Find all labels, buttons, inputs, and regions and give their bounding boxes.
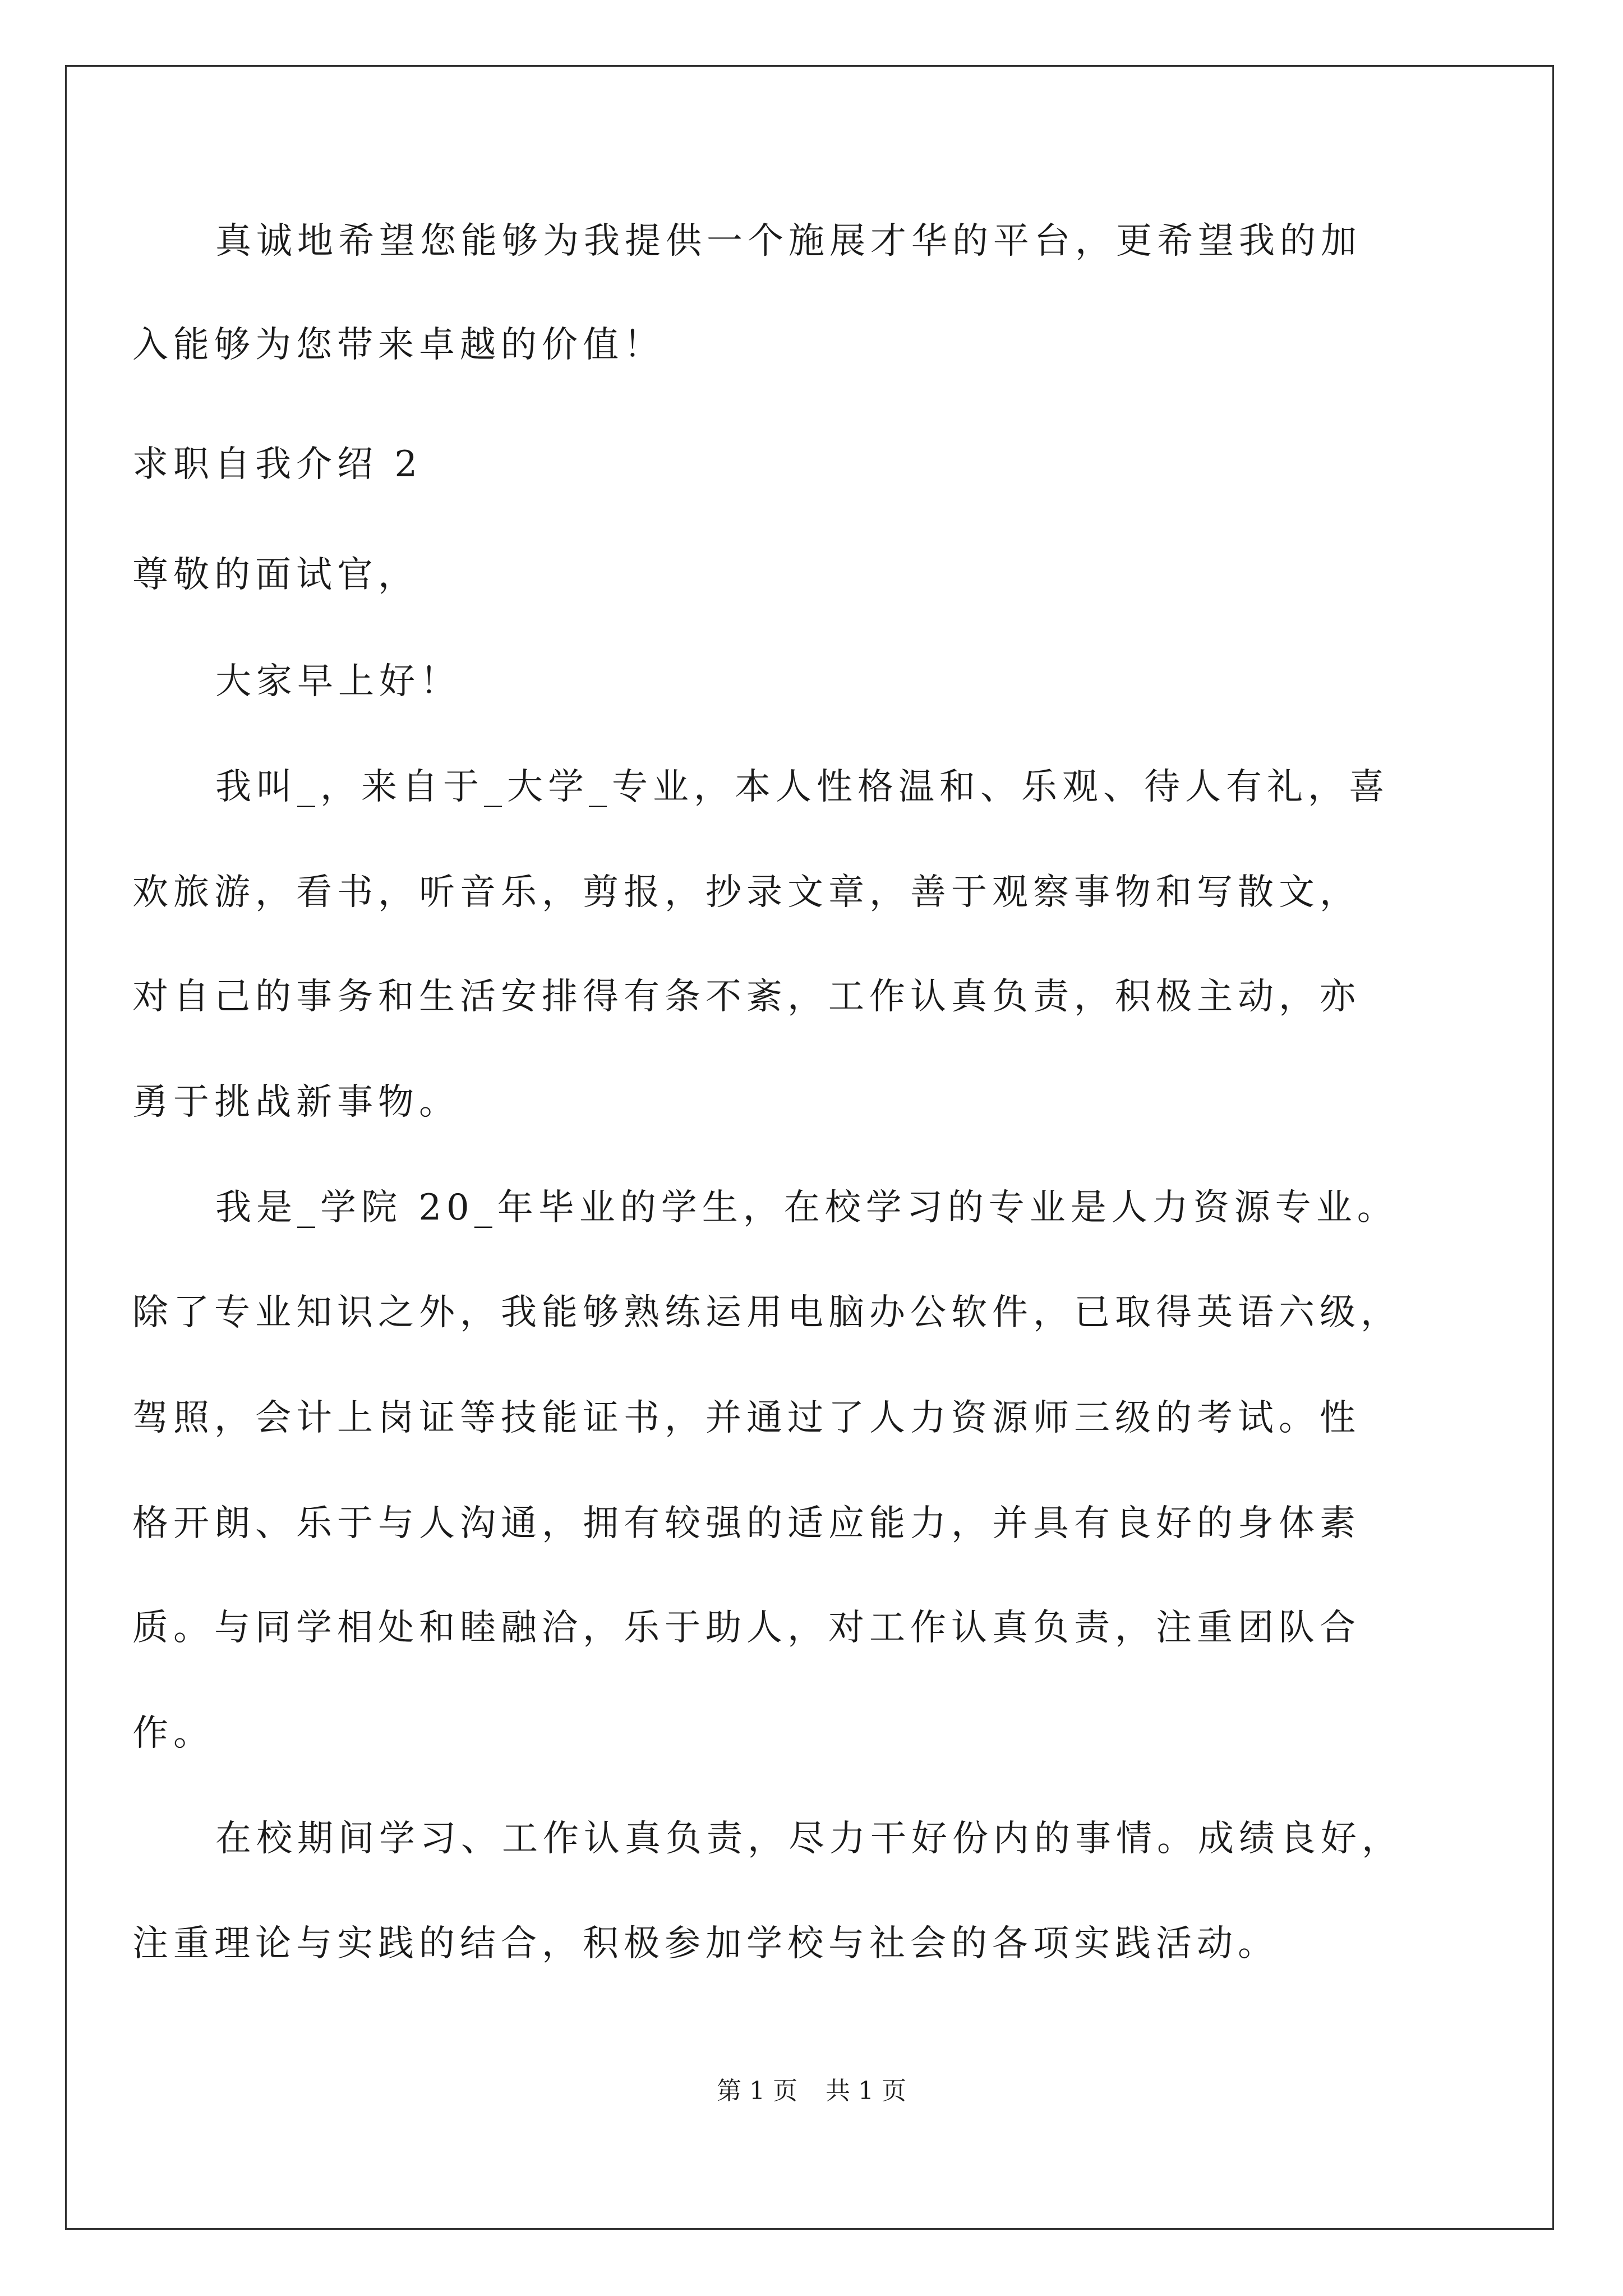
paragraph-line: 格开朗、乐于与人沟通，拥有较强的适应能力，并具有良好的身体素 bbox=[132, 1503, 1361, 1544]
paragraph-line: 注重理论与实践的结合，积极参加学校与社会的各项实践活动。 bbox=[132, 1923, 1279, 1964]
paragraph-line: 入能够为您带来卓越的价值！ bbox=[132, 324, 665, 366]
paragraph-line: 作。 bbox=[132, 1713, 214, 1754]
paragraph-line: 欢旅游，看书，听音乐，剪报，抄录文章，善于观察事物和写散文， bbox=[132, 872, 1361, 913]
paragraph-line: 对自己的事务和生活安排得有条不紊，工作认真负责，积极主动，亦 bbox=[132, 976, 1361, 1018]
paragraph-line: 质。与同学相处和睦融洽，乐于助人，对工作认真负责，注重团队合 bbox=[132, 1607, 1361, 1649]
salutation: 尊敬的面试官， bbox=[132, 554, 419, 596]
paragraph-line: 真诚地希望您能够为我提供一个施展才华的平台，更希望我的加 bbox=[215, 220, 1362, 262]
page-frame bbox=[65, 65, 1554, 2230]
section-heading: 求职自我介绍 2 bbox=[132, 444, 423, 485]
paragraph-line: 我是_学院 20_年毕业的学生，在校学习的专业是人力资源专业。 bbox=[215, 1187, 1398, 1228]
paragraph-line: 在校期间学习、工作认真负责，尽力干好份内的事情。成绩良好， bbox=[215, 1818, 1403, 1860]
page-total: 共 1 页 bbox=[826, 2077, 906, 2105]
paragraph-line: 我叫_，来自于_大学_专业，本人性格温和、乐观、待人有礼，喜 bbox=[215, 766, 1390, 808]
paragraph-line: 勇于挑战新事物。 bbox=[132, 1082, 460, 1123]
page-footer bbox=[0, 2076, 1623, 2107]
paragraph-line: 驾照，会计上岗证等技能证书，并通过了人力资源师三级的考试。性 bbox=[132, 1397, 1361, 1439]
paragraph-line: 除了专业知识之外，我能够熟练运用电脑办公软件，已取得英语六级， bbox=[132, 1292, 1401, 1333]
page-number: 第 1 页 bbox=[717, 2077, 797, 2105]
greeting: 大家早上好！ bbox=[215, 661, 461, 702]
